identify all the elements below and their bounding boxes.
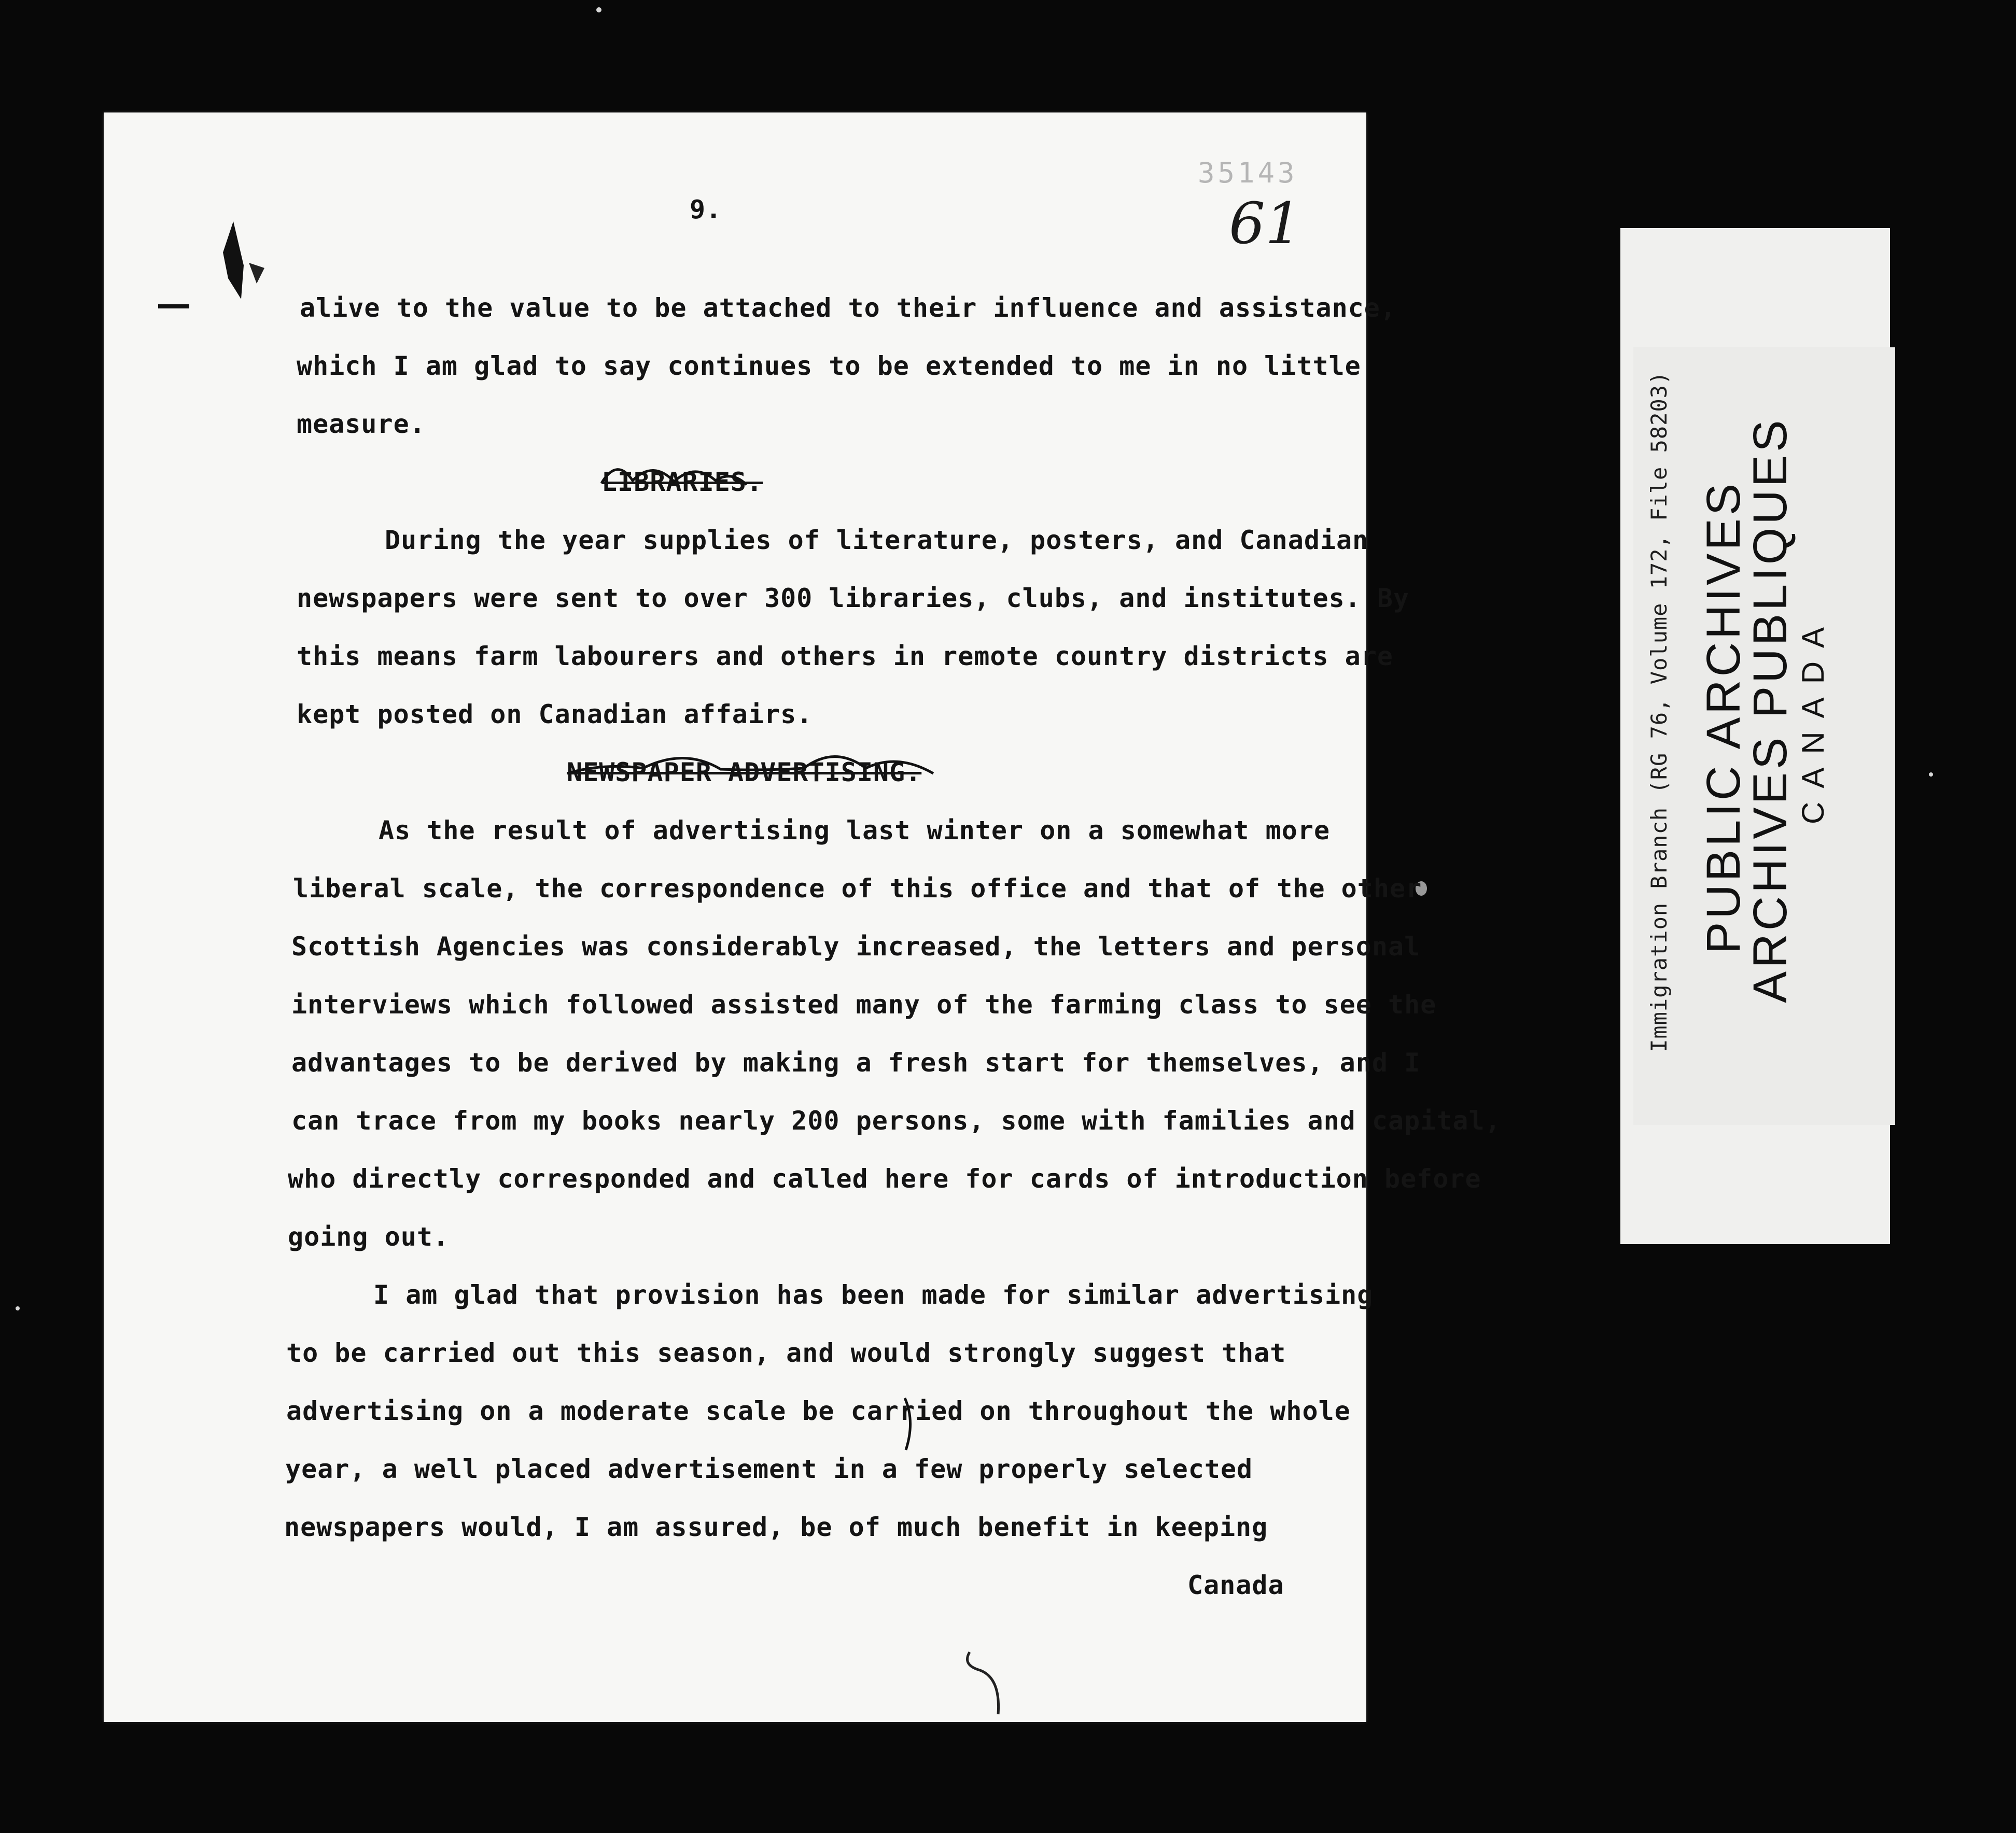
intro-line: measure. <box>297 409 426 439</box>
libraries-line: During the year supplies of literature, posters, and Canadian <box>385 525 1369 555</box>
dust-speck <box>596 7 601 12</box>
page-number: 9. <box>690 194 722 224</box>
provision-line: to be carried out this season, and would strongly suggest that <box>286 1338 1286 1368</box>
intro-line: alive to the value to be attached to their influence and assistance, <box>300 293 1396 323</box>
provision-line: year, a well placed advertisement in a few properly selected <box>285 1454 1253 1484</box>
libraries-line: kept posted on Canadian affairs. <box>297 699 813 729</box>
libraries-line: newspapers were sent to over 300 libraries, clubs, and institutes. By <box>297 583 1410 613</box>
advertising-line: can trace from my books nearly 200 persons, some with families and capital, <box>291 1106 1501 1136</box>
archives-publiques-title: ARCHIVES PUBLIQUES <box>1744 417 1797 1003</box>
public-archives-title: PUBLIC ARCHIVES <box>1697 480 1750 954</box>
margin-dash <box>158 304 189 308</box>
pencil-mark <box>959 1647 1021 1719</box>
insertion-mark <box>900 1395 920 1453</box>
catchword: Canada <box>1187 1570 1284 1600</box>
provision-line: newspapers would, I am assured, be of much benefit in keeping <box>284 1512 1268 1542</box>
heading-newspaper-advertising: NEWSPAPER ADVERTISING. <box>567 757 922 787</box>
file-reference: Immigration Branch (RG 76, Volume 172, File 58203) <box>1646 371 1672 1052</box>
advertising-line: Scottish Agencies was considerably increased, the letters and personal <box>291 932 1421 962</box>
advertising-line: interviews which followed assisted many of the farming class to see the <box>291 990 1437 1020</box>
provision-line: I am glad that provision has been made for similar advertising <box>373 1280 1374 1310</box>
heading-strikeout-scribble <box>565 742 939 784</box>
advertising-line: who directly corresponded and called here for cards of introduction before <box>288 1164 1481 1194</box>
heading-strikeout-scribble <box>596 455 752 491</box>
advertising-line: As the result of advertising last winter on a somewhat more <box>379 815 1331 845</box>
typed-page <box>104 112 1501 1722</box>
canada-title: CANADA <box>1796 613 1830 824</box>
advertising-line: going out. <box>288 1222 450 1252</box>
file-stamp: 35143 <box>1198 157 1298 189</box>
advertising-line: liberal scale, the correspondence of this office and that of the other <box>293 873 1422 904</box>
intro-line: which I am glad to say continues to be extended to me in no little <box>297 351 1361 381</box>
provision-line: advertising on a moderate scale be carried on throughout the whole <box>286 1396 1351 1426</box>
advertising-line: advantages to be derived by making a fresh start for themselves, and I <box>291 1048 1421 1078</box>
folio-number: 61 <box>1229 190 1301 257</box>
heading-libraries: LIBRARIES. <box>601 467 763 497</box>
margin-mark <box>207 216 275 309</box>
libraries-line: this means farm labourers and others in remote country districts are <box>297 641 1393 671</box>
dust-speck <box>1929 772 1933 777</box>
dust-speck <box>16 1306 20 1310</box>
